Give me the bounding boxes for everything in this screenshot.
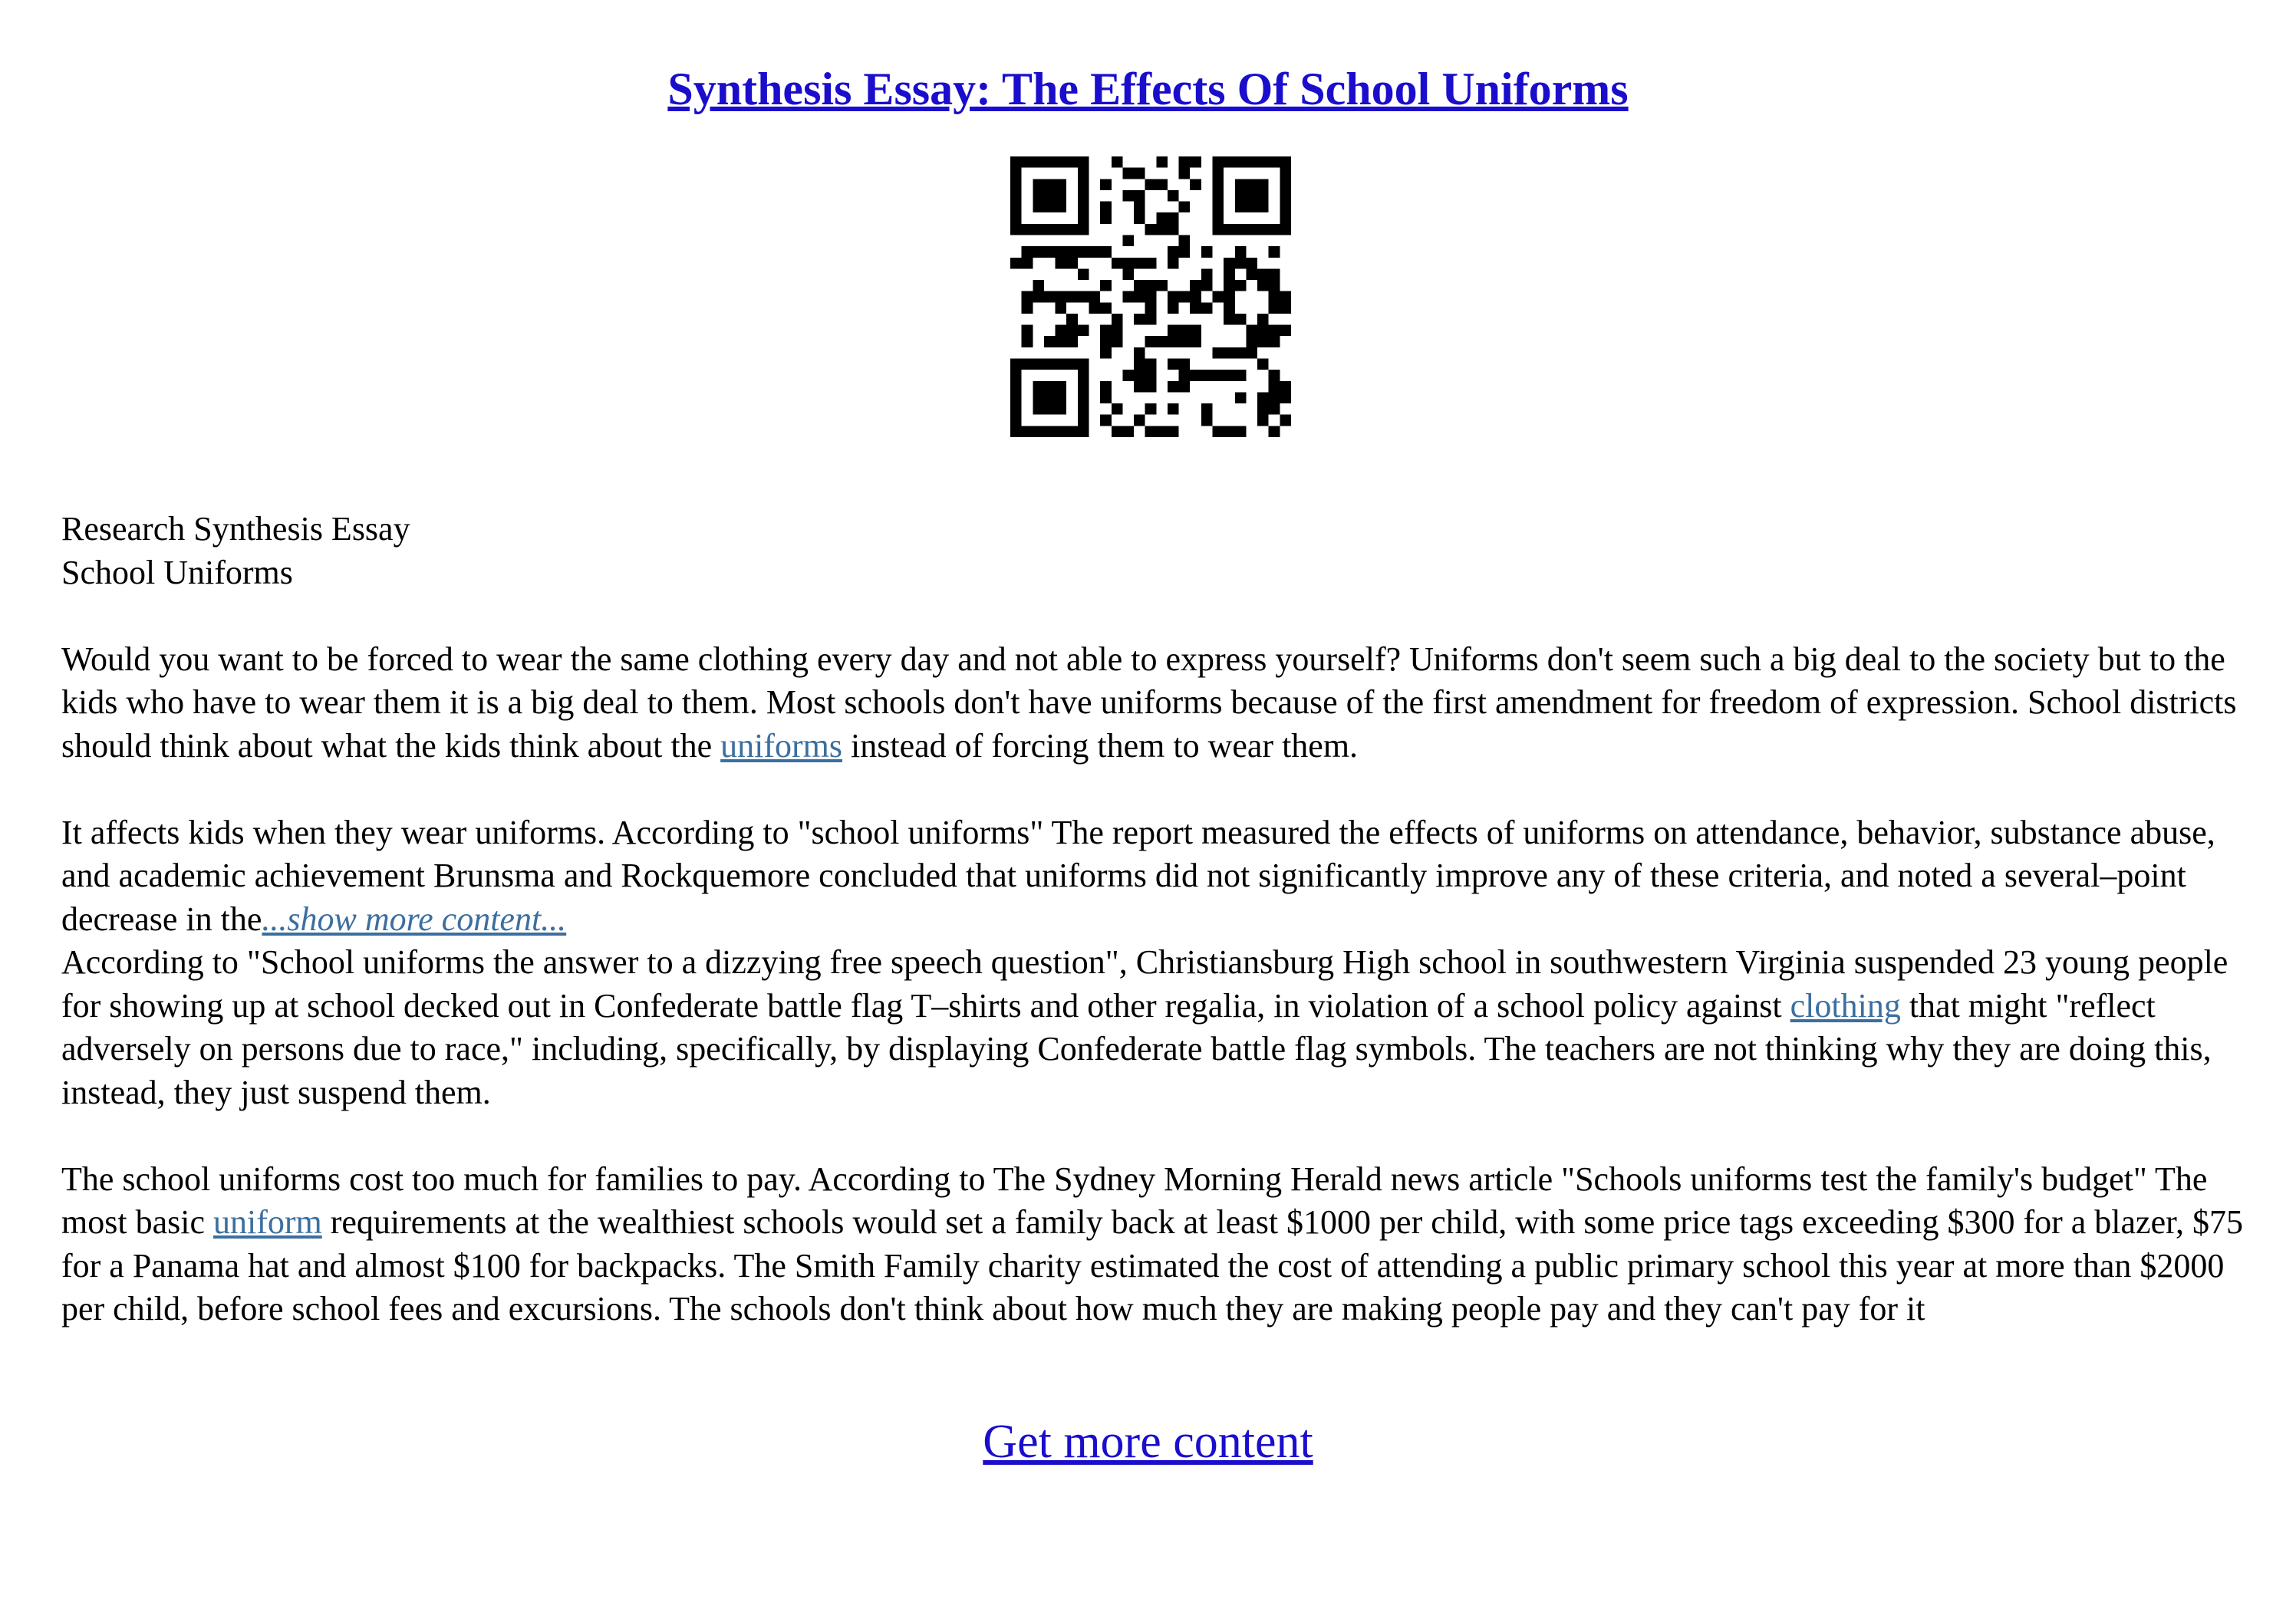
essay-heading-line-2: School Uniforms [61, 553, 293, 591]
page-title [0, 58, 2296, 120]
paragraph-3-text-a: According to "School uniforms the answer to a dizzying free speech question", Christiansburg High school in southwestern Virginia suspended 23 young people for showing up at school decked out in Confederate battle flag T–shirts and other regalia, in violation of a school policy against [61, 943, 2228, 1025]
paragraph-2-text: It affects kids when they wear uniforms. According to "school uniforms" The report measured the effects of uniforms on attendance, behavior, substance abuse, and academic achievement Brunsma and Rockquemore concluded that uniforms did not significantly improve any of these criteria, and noted a several–point decrease in the [61, 813, 2215, 938]
uniform-link[interactable]: uniform [212, 1203, 322, 1241]
essay-body [61, 508, 2255, 1331]
show-more-content-link[interactable]: ...show more content... [262, 900, 567, 938]
uniforms-link[interactable]: uniforms [720, 726, 843, 765]
title-link[interactable]: Synthesis Essay: The Effects Of School Uniforms [667, 64, 1629, 114]
get-more-content-link[interactable]: Get more content [983, 1416, 1313, 1468]
paragraph-2 [61, 811, 2255, 942]
get-more-content [0, 1411, 2296, 1472]
clothing-link[interactable]: clothing [1790, 986, 1901, 1025]
essay-heading-line-1: Research Synthesis Essay [61, 510, 410, 548]
paragraph-1-text-a: Would you want to be forced to wear the same clothing every day and not able to express yourself? Uniforms don't seem such a big deal to the society but to the kids who have to wear them it is a big deal to them. Most schools don't have uniforms because of the first amendment for freedom of expression. School districts should think about what the kids think about the [61, 640, 2237, 765]
paragraph-3 [61, 941, 2255, 1114]
qr-code-icon [1010, 156, 1291, 437]
paragraph-3-text-b: that might "reflect adversely on persons due to race," including, specifically, by displaying Confederate battle flag symbols. The teachers are not thinking why they are doing this, instead, they just suspend them. [61, 986, 2212, 1111]
paragraph-1 [61, 638, 2255, 768]
paragraph-4-text-a: The school uniforms cost too much for families to pay. According to The Sydney Morning Herald news article "Schools uniforms test the family's budget" The most basic [61, 1160, 2208, 1241]
paragraph-1-text-b: instead of forcing them to wear them. [842, 726, 1359, 765]
paragraph-4-text-b: requirements at the wealthiest schools would set a family back at least $1000 per child, with some price tags exceeding $300 for a blazer, $75 for a Panama hat and almost $100 for backpacks. The Smith Family charity estimated the cost of attending a public primary school this year at more than $2000 per child, before school fees and excursions. The schools don't think about how much they are making people pay and they can't pay for it [61, 1203, 2243, 1328]
paragraph-4 [61, 1158, 2255, 1331]
